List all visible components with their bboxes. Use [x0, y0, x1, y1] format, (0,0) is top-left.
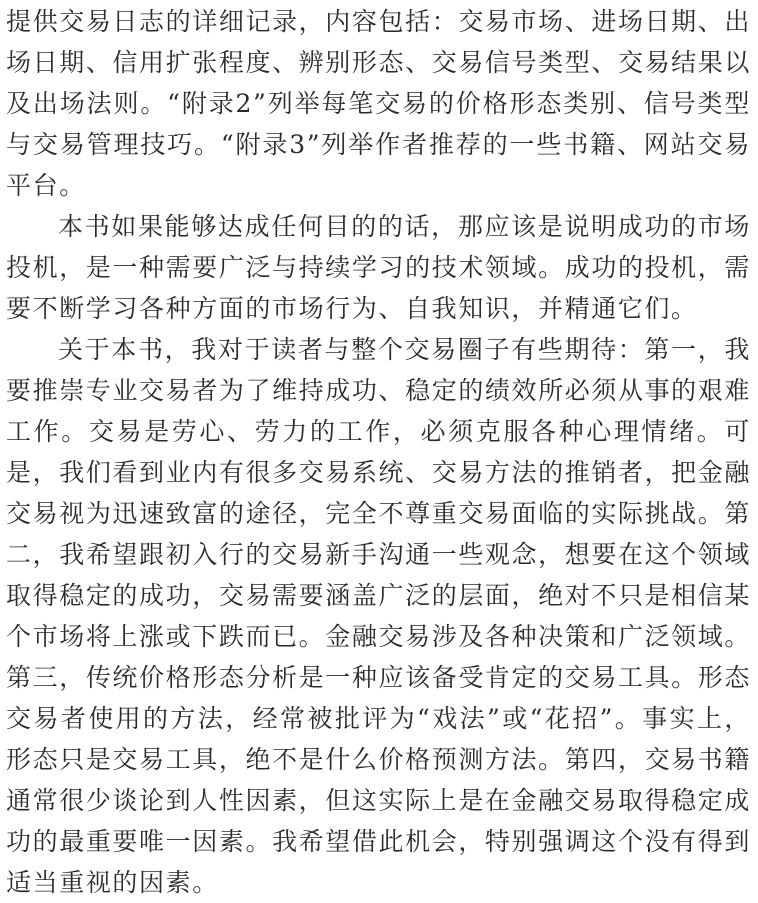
- paragraph-author-expectations: 关于本书，我对于读者与整个交易圈子有些期待：第一，我要推崇专业交易者为了维持成功、稳定的绩效所必须从事的艰难工作。交易是劳心、劳力的工作，必须克服各种心理情绪。可是，我们看到业内有很多交易系统、交易方法的推销者，把金融交易视为迅速致富的途径，完全不尊重交易面临的实际挑战。第二，我希望跟初入行的交易新手沟通一些观念，想要在这个领域取得稳定的成功，交易需要涵盖广泛的层面，绝对不只是相信某个市场将上涨或下跌而已。金融交易涉及各种决策和广泛领域。第三，传统价格形态分析是一种应该备受肯定的交易工具。形态交易者使用的方法，经常被批评为“戏法”或“花招”。事实上，形态只是交易工具，绝不是什么价格预测方法。第四，交易书籍通常很少谈论到人性因素，但这实际上是在金融交易取得稳定成功的最重要唯一因素。我希望借此机会，特别强调这个没有得到适当重视的因素。: [6, 335, 751, 897]
- paragraph-book-purpose: 本书如果能够达成任何目的的话，那应该是说明成功的市场投机，是一种需要广泛与持续学习的技术领域。成功的投机，需要不断学习各种方面的市场行为、自我知识，并精通它们。: [6, 212, 751, 323]
- paragraph-appendix-summary: 提供交易日志的详细记录，内容包括：交易市场、进场日期、出场日期、信用扩张程度、辨别形态、交易信号类型、交易结果以及出场法则。“附录2”列举每笔交易的价格形态类别、信号类型与交易管理技巧。“附录3”列举作者推荐的一些书籍、网站交易平台。: [6, 7, 751, 200]
